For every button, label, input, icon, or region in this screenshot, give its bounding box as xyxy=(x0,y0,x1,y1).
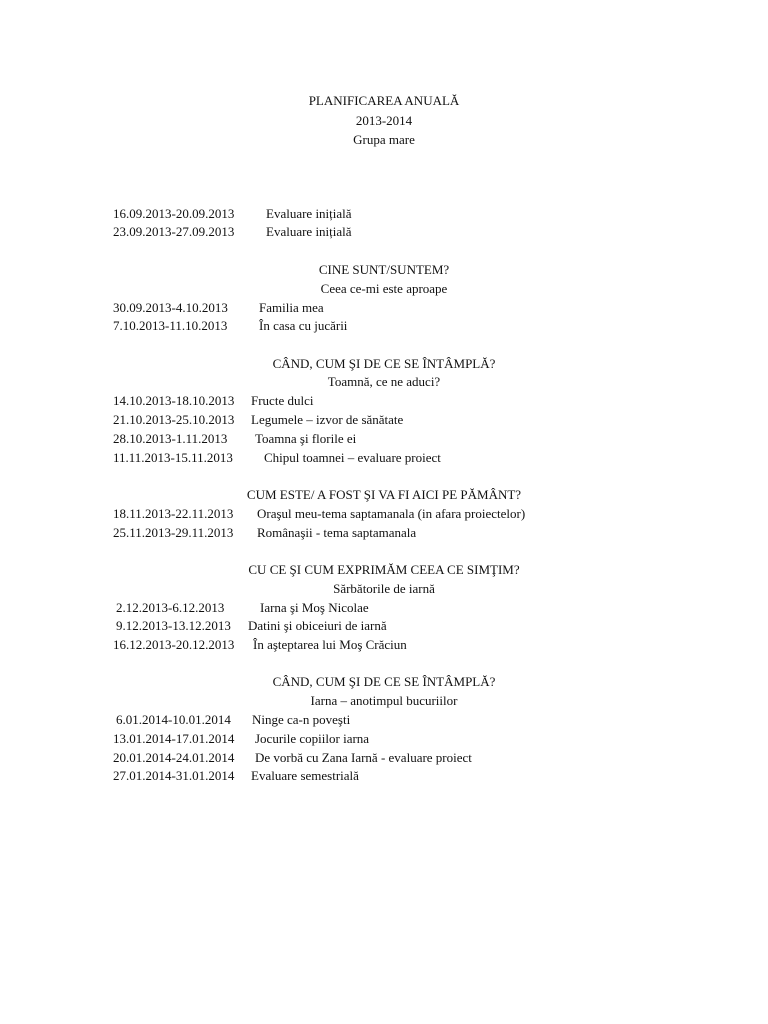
row-dates: 21.10.2013-25.10.2013 xyxy=(113,412,235,427)
row-dates: 9.12.2013-13.12.2013 xyxy=(116,618,231,633)
section-heading: CINE SUNT/SUNTEM? xyxy=(318,262,450,277)
section-subheading: Sărbătorile de iarnă xyxy=(333,581,435,596)
row-topic: În aşteptarea lui Moş Crăciun xyxy=(253,637,407,652)
row-dates: 11.11.2013-15.11.2013 xyxy=(113,450,233,465)
row-dates: 6.01.2014-10.01.2014 xyxy=(116,712,231,727)
row-topic: Familia mea xyxy=(259,300,324,315)
row-topic: Evaluare inițială xyxy=(266,224,352,239)
row-topic: Evaluare inițială xyxy=(266,206,352,221)
group-name: Grupa mare xyxy=(353,132,415,147)
row-topic: Oraşul meu-tema saptamanala (in afara proiectelor) xyxy=(257,506,526,521)
row-dates: 27.01.2014-31.01.2014 xyxy=(113,768,235,783)
row-topic: În casa cu jucării xyxy=(259,318,348,333)
row-dates: 20.01.2014-24.01.2014 xyxy=(113,750,235,765)
row-dates: 18.11.2013-22.11.2013 xyxy=(113,506,234,521)
row-topic: Fructe dulci xyxy=(251,393,314,408)
row-topic: Datini şi obiceiuri de iarnă xyxy=(248,618,387,633)
section-subheading: Ceea ce-mi este aproape xyxy=(320,281,448,296)
section-subheading: Iarna – anotimpul bucuriilor xyxy=(310,693,458,708)
section-heading: CUM ESTE/ A FOST ŞI VA FI AICI PE PĂMÂNT? xyxy=(246,487,522,502)
row-topic: Ninge ca-n poveşti xyxy=(252,712,351,727)
row-topic: Chipul toamnei – evaluare proiect xyxy=(264,450,441,465)
section-heading: CÂND, CUM ŞI DE CE SE ÎNTÂMPLĂ? xyxy=(272,674,496,689)
section-subheading: Toamnă, ce ne aduci? xyxy=(327,374,441,389)
row-topic: Evaluare semestrială xyxy=(251,768,359,783)
row-dates: 23.09.2013-27.09.2013 xyxy=(113,224,235,239)
row-dates: 16.12.2013-20.12.2013 xyxy=(113,637,235,652)
row-dates: 16.09.2013-20.09.2013 xyxy=(113,206,235,221)
row-topic: De vorbă cu Zana Iarnă - evaluare proiect xyxy=(255,750,472,765)
row-dates: 28.10.2013-1.11.2013 xyxy=(113,431,228,446)
row-dates: 2.12.2013-6.12.2013 xyxy=(116,600,225,615)
document-title: PLANIFICAREA ANUALĂ xyxy=(308,93,460,108)
row-topic: Legumele – izvor de sănătate xyxy=(251,412,404,427)
row-topic: Iarna şi Moş Nicolae xyxy=(260,600,369,615)
row-topic: Toamna şi florile ei xyxy=(255,431,357,446)
section-heading: CU CE ŞI CUM EXPRIMĂM CEEA CE SIMŢIM? xyxy=(248,562,520,577)
row-dates: 14.10.2013-18.10.2013 xyxy=(113,393,235,408)
row-topic: Jocurile copiilor iarna xyxy=(255,731,370,746)
row-dates: 13.01.2014-17.01.2014 xyxy=(113,731,235,746)
row-dates: 25.11.2013-29.11.2013 xyxy=(113,525,234,540)
section-heading: CÂND, CUM ŞI DE CE SE ÎNTÂMPLĂ? xyxy=(272,356,496,371)
row-topic: Românaşii - tema saptamanala xyxy=(257,525,417,540)
row-dates: 30.09.2013-4.10.2013 xyxy=(113,300,228,315)
school-year: 2013-2014 xyxy=(355,113,413,128)
row-dates: 7.10.2013-11.10.2013 xyxy=(113,318,228,333)
